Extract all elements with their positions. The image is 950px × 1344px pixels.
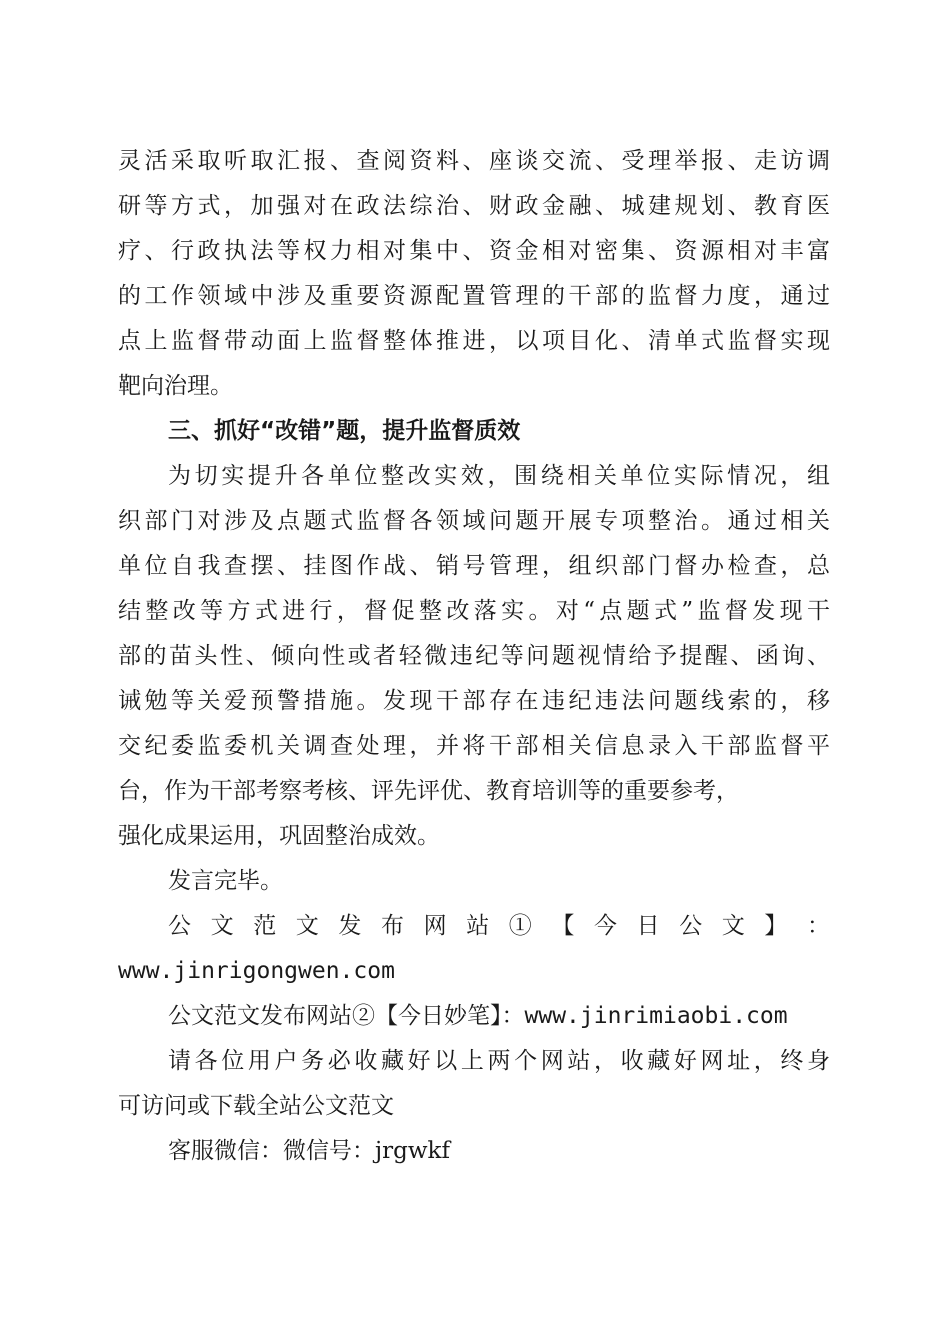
paragraph-1-line-1: 灵活采取听取汇报、查阅资料、座谈交流、受理举报、走访调: [118, 148, 830, 174]
footer-site-2: [168, 994, 830, 1039]
section-3-line-2: 织部门对涉及点题式监督各领域问题开展专项整治。通过相关: [118, 508, 830, 534]
footer-customer-service: 客服微信：微信号：jrgwkf: [168, 1138, 450, 1164]
closing-remark: 发言完毕。: [168, 868, 283, 894]
footer-site-1-url[interactable]: www.jinrigongwen.com: [118, 958, 395, 984]
footer-site-1-label: 公 文 范 文 发 布 网 站 ① 【 今 日 公 文 】 ：: [168, 913, 830, 939]
paragraph-1-line-3: 疗、行政执法等权力相对集中、资金相对密集、资源相对丰富: [118, 238, 830, 264]
section-3-line-9: 强化成果运用，巩固整治成效。: [118, 823, 440, 849]
paragraph-1-line-5: 点上监督带动面上监督整体推进，以项目化、清单式监督实现: [118, 328, 830, 354]
paragraph-1-line-4: 的工作领域中涉及重要资源配置管理的干部的监督力度，通过: [118, 283, 830, 309]
section-3-line-3: 单位自我查摆、挂图作战、销号管理，组织部门督办检查，总: [118, 553, 830, 579]
section-3-line-4: 结整改等方式进行，督促整改落实。对“点题式”监督发现干: [118, 598, 830, 624]
footer-notice-line-1: 请各位用户务必收藏好以上两个网站，收藏好网址，终身: [168, 1048, 830, 1074]
section-3-line-1: 为切实提升各单位整改实效，围绕相关单位实际情况，组: [168, 463, 830, 489]
section-3-line-5: 部的苗头性、倾向性或者轻微违纪等问题视情给予提醒、函询、: [118, 643, 830, 669]
section-3-heading: 三、抓好“改错”题，提升监督质效: [168, 418, 521, 444]
paragraph-1-line-6: 靶向治理。: [118, 373, 233, 399]
section-3-line-6: 诫勉等关爱预警措施。发现干部存在违纪违法问题线索的，移: [118, 688, 830, 714]
section-3-line-7: 交纪委监委机关调查处理，并将干部相关信息录入干部监督平: [118, 733, 830, 759]
footer-notice-line-2: 可访问或下载全站公文范文: [118, 1093, 394, 1119]
footer-site-2-label: 公文范文发布网站②【今日妙笔】：: [168, 1003, 525, 1029]
footer-site-2-url[interactable]: www.jinrimiaobi.com: [524, 1003, 788, 1029]
section-3-line-8: 台，作为干部考察考核、评先评优、教育培训等的重要参考，: [118, 778, 739, 804]
paragraph-1-line-2: 研等方式，加强对在政法综治、财政金融、城建规划、教育医: [118, 193, 830, 219]
